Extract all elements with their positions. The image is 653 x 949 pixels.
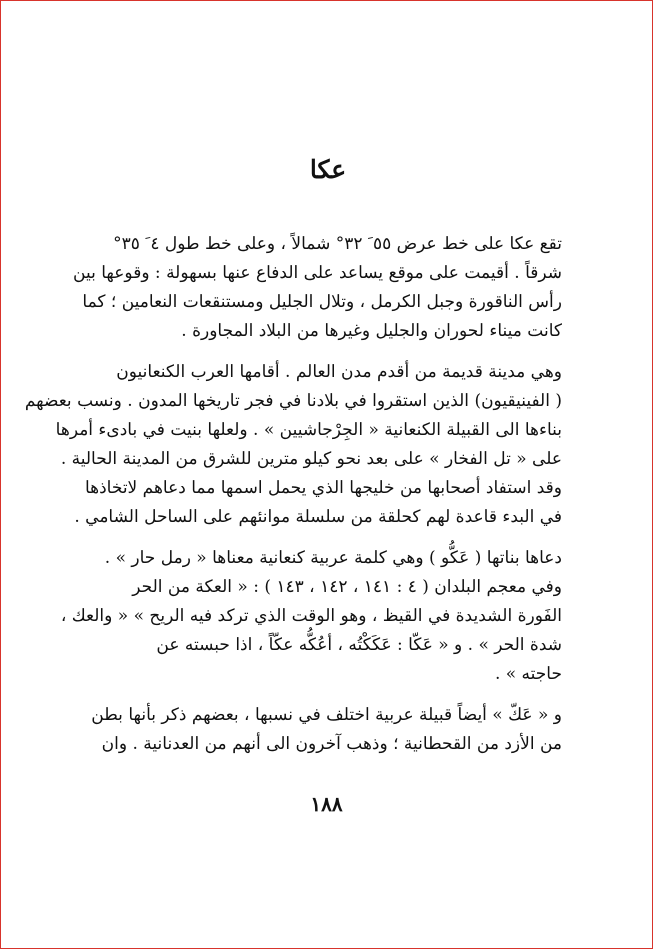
text-line: كانت ميناء لحوران والجليل وغيرها من البلاد المجاورة .	[181, 321, 562, 341]
text-line: في البدء قاعدة لهم كحلقة من سلسلة موانئهم على الساحل الشامي .	[74, 507, 562, 527]
text-line: على « تل الفخار » على بعد نحو كيلو مترين للشرق من المدينة الحالية .	[60, 449, 562, 469]
text-line: شدة الحر » . و « عَكّا : عَكَكْتُه ، أعُكُّه عكّاً ، اذا حبسته عن	[156, 635, 562, 655]
text-line: وقد استفاد أصحابها من خليجها الذي يحمل اسمها مما دعاهم لاتخاذها	[84, 478, 562, 498]
text-line: و « عَكّ » أيضاً قبيلة عربية اختلف في نسبها ، بعضهم ذكر بأنها بطن	[91, 705, 562, 725]
text-line: بناءها الى القبيلة الكنعانية « الجِرْجاشيين » . ولعلها بنيت في بادىء أمرها	[55, 420, 562, 440]
text-line: رأس الناقورة وجبل الكرمل ، وتلال الجليل ومستنقعات النعامين ؛ كما	[82, 292, 562, 312]
text-line: الفَورة الشديدة في القيظ ، وهو الوقت الذي تركد فيه الريح » « والعك ،	[60, 606, 562, 626]
paragraph-tribe	[91, 701, 562, 759]
text-line: شرقاً . أقيمت على موقع يساعد على الدفاع عنها بسهولة : وقوعها بين	[73, 263, 562, 283]
text-line: حاجته » .	[494, 664, 562, 684]
document-page	[24, 150, 562, 771]
text-line: تقع عكا على خط عرض ٥٥ َ ٣٢° شمالاً ، وعلى خط طول ٤ َ ٣٥°	[113, 234, 562, 254]
text-line: من الأزد من القحطانية ؛ وذهب آخرون الى أنهم من العدنانية . وان	[101, 734, 562, 754]
text-line: وهي مدينة قديمة من أقدم مدن العالم . أقامها العرب الكنعانيون	[116, 362, 562, 382]
text-line: ( الفينيقيون) الذين استقروا في بلادنا في فجر تاريخها المدون . ونسب بعضهم	[24, 391, 562, 411]
paragraph-history	[24, 358, 562, 532]
text-line: وفي معجم البلدان ( ٤ : ١٤١ ، ١٤٢ ، ١٤٣ ) : « العكة من الحر	[132, 577, 562, 597]
paragraph-name-origin	[60, 544, 562, 689]
page-title: عكا	[309, 155, 347, 184]
text-line: دعاها بناتها ( عَكُّو ) وهي كلمة عربية كنعانية معناها « رمل حار » .	[104, 548, 562, 568]
paragraph-location	[73, 230, 562, 346]
page-number: ١٨٨	[310, 792, 343, 816]
